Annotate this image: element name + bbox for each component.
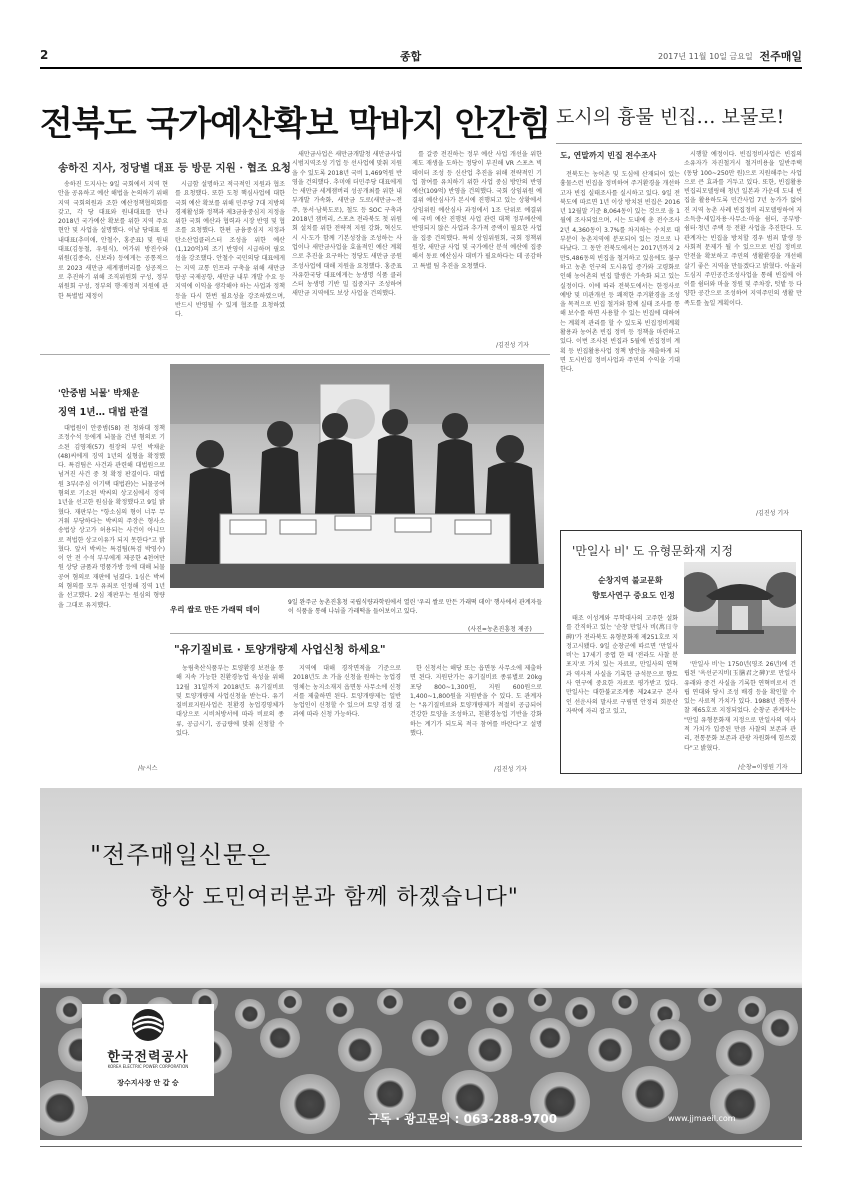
issue-date: 2017년 11월 10일 금요일 bbox=[658, 52, 753, 61]
monument-byline: /순창=이영원 기자 bbox=[738, 764, 788, 771]
ad-slogan-2: 항상 도민여러분과 함께 하겠습니다" bbox=[150, 885, 519, 910]
kepco-logo-icon bbox=[128, 1008, 168, 1042]
main-subheadline: 송하진 지사, 정당별 대표 등 방문 지원 · 협조 요청 bbox=[58, 162, 291, 174]
photo-caption-credit: (사진=농촌진흥청 제공) bbox=[468, 626, 532, 633]
right-col-2: 시행할 예정이다. 빈집정비사업은 빈집의 소유자가 자진철거시 철거비용을 일반주택(동당 100~250만 원)으로 지원해주는 사업으로 큰 효과를 거두고 있다. 또한, 빈집활용 빈집리모델링해 청년 일본과 가운데 도내 빈집을 활용하도록 민간사업 7년 농가가 없어진 지역 농촌 사례 빈집정비 리모델링하여 저소득층·세입자용·사무소·마을 쉼터, 공부방·쉼터·청년 주택 등 전환 사업을 추진한다. 도 관계자는 빈집을 방치할 경우 범죄 발생 등 사회적 문제가 될 수 있으므로 빈집 정비로 안전을 확보하고 주민의 생활환경을 개선해 살기 좋은 지역을 만들겠다고 밝혔다. 아울러 도심지 주민공간조성사업을 통해 빈집에 아이를 쉼터와 마을 정원 및 주차장, 텃밭 등 다양한 공간으로 조성하여 지역주민의 생활 만족도를 높일 계획이다. bbox=[684, 151, 802, 307]
left-byline: /뉴시스 bbox=[138, 765, 158, 772]
organic-col-3: 한 신청서는 해당 또는 읍면동 사무소에 제출하면 된다. 지원단가는 유기질비료 종류별로 20kg 포당 800~1,300원, 지원 600원으로 1,400~1,800원을 지원받을 수 있다. 도 관계자는 "유기질비료와 토양개량제가 적절히 공급되어 건강한 토양을 조성하고, 친환경농업 기반을 강화하는 계기가 되도록 적극 참여를 바란다"고 설명했다. bbox=[410, 665, 542, 738]
kepco-logo-box bbox=[82, 1004, 214, 1096]
kepco-name: 한국전력공사 bbox=[107, 1050, 189, 1065]
main-col-2: 시급함 설명하고 적극적인 지원과 협조를 요청했다. 또한 도청 핵심사업에 대한 국회 예산 확보를 위해 민주당 7대 지방의 경제활성화 정책과 제3금융중심지 지정을 위한 국회 예산과 협력과 시장 반영 및 협조를 요청했다. 한편 금융중심지 지정과 탄소산업클러스터 조성을 위한 예산(1,120억)의 조기 반영이 시급하며 필요성을 강조했다. 안철수 국민의당 대표에게는 지역 교통 인프라 구축을 위해 새만금 항공 국제공항, 새만금 내부 개발 수요 등 지역에 이익을 생각해야 하는 사업과 정책 등을 다시 한번 필요성을 강조하였으며, 반드시 반영될 수 있게 협조를 요청하였다. bbox=[175, 181, 285, 319]
photo-illustration bbox=[170, 364, 544, 588]
right-headline: 도시의 흉물 빈집… 보물로! bbox=[556, 106, 785, 128]
monument-sub-1: 순창지역 불교문화 bbox=[598, 576, 663, 585]
organic-col-1: 농림축산식품부는 토양환경 보전을 통해 지속 가능한 친환경농업 육성을 위해 12월 31일까지 2018년도 유기질비료 및 토양개량제 사업신청을 받는다. 유기질비료지원사업은 친환경 농업경영체가 대상으로 시비처방서에 따라 비료의 종류, 공급시기, 공급량에 맞춰 신청할 수 있다. bbox=[176, 665, 284, 738]
right-subheadline: 도, 연말까지 빈집 전수조사 bbox=[560, 151, 657, 160]
left-tag: '안중범 뇌물' 박채운 bbox=[58, 389, 140, 399]
monument-sub-2: 향토사연구 중요도 인정 bbox=[592, 591, 675, 600]
photo-caption-body: 9일 완주군 농촌진흥청 국립식량과학원에서 열린 '우리 쌀로 만든 가래떡 데이' 행사에서 관계자들이 식품을 통해 나눠줄 가래떡을 들어보이고 있다. bbox=[288, 599, 543, 615]
divider-organic bbox=[170, 633, 544, 634]
monument-headline: '만일사 비' 도 유형문화재 지정 bbox=[572, 544, 733, 558]
main-col-4: 를 갈증 전진하는 정부 예산 사업 개선을 위한 제도 재생을 도하는 정당이 부진해 VR 스포츠 빅데이터 조성 등 신산업 추진을 위해 전략적인 기업 참여를 유치하기 위한 사업 중심 방안의 반영 예산(109억) 반영을 건의했다. 국회 상임위원 예결위 예산심사가 본시에 진행되고 있는 상황에서 상임위원 예산심사 과정에서 1조 단위로 예결위에 국비 예산 진행된 사업 관련 대책 정부예산에 반영되지 않은 사업과 추가적 증액이 필요한 사업을 집중 건의했다. 특히 상임위원회, 국회 정책위원장, 새만금 사업 및 국가예산 분석 예산에 집중해서 동료 예산심사 대비가 필요하다는 데 공감하고 특별 팀 추진을 요청했다. bbox=[412, 151, 542, 270]
page-number: 2 bbox=[40, 48, 49, 62]
kepco-manager: 장수지사장 안 갑 승 bbox=[117, 1079, 179, 1087]
photo-caption-title: 우리 쌀로 만든 가래떡 데이 bbox=[170, 605, 261, 614]
organic-headline: "유기질비료 · 토양개량제 사업신청 하세요" bbox=[174, 643, 386, 656]
main-col-1: 송하진 도지사는 9일 국회에서 지역 현안을 공유하고 예산 해법을 논의하기 위해 지역 국회의원과 조한 예산정책협의회를 갖고, 각 당 대표와 원내대표를 만나 2018년 국가예산 확보를 위한 지역 주요현안 및 사업을 설명했다. 이날 당대표 원내대표(추미애, 안철수, 홍준표) 및 원내대표(김동철, 우원식), 여가위 방진수와 위원(김종숙, 신보라) 등에게는 공통적으로 2023 새만금 세계잼버리를 성공적으로 추진하기 위해 조직위원회 구성, 정부위원회 구성, 정부의 행·재정적 지원에 관한 특별법 제정이 bbox=[58, 181, 168, 300]
right-subhead-rule bbox=[556, 143, 802, 144]
pavilion-illustration bbox=[684, 562, 796, 654]
monument-col-2: '만일사 비'는 1750년(영조 26년)에 건립된 '옥선군지비(玉膳君之碑)'로 만일사 유래와 중건 사실을 기록한 연혁비로서 건립 연대와 당시 조성 배경 등을 확인할 수 있는 사료적 가치가 있다. 1988년 전통사찰 제65호로 지정되었다. 순창군 관계자는 "만일 유형문화재 지정으로 만일사의 역사적 가치가 입증된 만큼 사찰의 보존과 관리, 전통문화 보존과 관광 자원화에 힘쓰겠다"고 밝혔다. bbox=[684, 661, 796, 752]
divider-main bbox=[40, 354, 550, 355]
organic-byline: /김진성 기자 bbox=[494, 766, 527, 773]
page-header bbox=[40, 48, 802, 64]
right-byline: /김진성 기자 bbox=[756, 510, 789, 517]
organic-col-2: 지역에 대해 경작면적을 기준으로 2018년도 초 가을 신청을 원하는 농업경영체는 농지소재지 읍면동 사무소에 신청서를 제출하면 된다. 토양개량제는 일반 농업인이 신청할 수 있으며 토양 검정 결과에 따라 신청 가능하다. bbox=[293, 665, 401, 719]
left-headline: 징역 1년… 대법 판결 bbox=[58, 407, 149, 418]
main-byline: /김진성 기자 bbox=[496, 342, 529, 349]
ad-slogan-1: "전주매일신문은 bbox=[90, 841, 272, 869]
kepco-name-en: KOREA ELECTRIC POWER CORPORATION bbox=[107, 1064, 189, 1069]
bottom-rule bbox=[40, 1146, 802, 1147]
right-col-1: 전북도는 농어촌 및 도심에 산재되어 있는 흉물스런 빈집을 정비하여 주거환경을 개선하고자 빈집 실태조사를 실시하고 있다. 9일 전북도에 따르면 1년 이상 방치된 빈집은 2016년 12월말 기준 8,064동이 있는 것으로 올 1월에 조사되었으며, 시는 도내에 총 전수조사 2년 4,360동이 3.7%를 차지하는 수치로 대부분이 농촌지역에 분포되어 있는 것으로 나타났다. 그 동안 전북도에서는 2017년까지 2만5,486동의 빈집을 철거하고 있음에도 불구하고 농촌 인구의 도시유입 증가와 고령화로 인해 농어촌의 빈집 발생은 가속화 되고 있는 실정이다. 이에 따라 전북도에서는 한정사로 예방 및 미관개선 등 쾌적한 주거환경을 조성을 목적으로 빈집 철거와 함께 실태 조사를 통해 보수를 하면 사용할 수 있는 빈집에 대하여는 계획적 관리를 할 수 있도록 빈집정비계획 활용과 농어촌 빈집 정비 등 정책을 마련하고 있다. 이번 조사된 빈집과 5월에 빈집정비 계획 등 빈집활용사업 정책 방안을 제출하게 되면 도시빈집 정비사업과 주민의 수익을 기대한다. bbox=[560, 171, 680, 374]
news-photo bbox=[170, 364, 544, 588]
ad-contact: 구독 · 광고문의 : 063-288-9700 bbox=[368, 1112, 558, 1126]
ad-website[interactable]: www.jjmaeil.com bbox=[668, 1114, 736, 1123]
monument-col-1: 태조 이성계와 무학대사의 고주한 설화를 간직하고 있는 '순창 만일사 비(萬日寺 碑)'가 전라북도 유형문화재 제251호로 지정고시됐다. 9일 순창군에 따르면 '만일사 비'는 17세기 중엽 한 때 '전라도 사찰 분포지'로 가치 있는 자료로, 만일사의 연혁과 역사적 사실을 기록한 금석문으로 향토사 연구에 중요한 자료로 평가받고 있다. 만일사는 대한불교조계종 제24교구 본사인 선운사의 말사로 구림면 안정리 회문산 자락에 자리 잡고 있고, bbox=[566, 615, 678, 715]
left-body: 대법원이 안중범(58) 전 청와대 정책조정수석 등에게 뇌물을 건넨 혐의로 기소된 김영재(57) 원장의 부인 박채윤(48)씨에게 징역 1년의 실형을 확정했다. 특검팀은 사건과 관련해 대법원으로 넘겨진 사건 중 첫 확정 판결이다. 대법원 3부(주심 이기택 대법관)는 뇌물공여 혐의로 기소된 박씨의 상고심에서 징역 1년을 선고한 원심을 확정했다고 9일 밝혔다. 재판부는 "항소심의 형이 너무 무거워 부당하다는 박씨의 주장은 형사소송법상 상고가 허용되는 사건이 아니므로 적법한 상고이유가 되지 못한다"고 밝혔다. 앞서 박씨는 특검팀(특검 박영수)이 안 전 수석 부부에게 제공한 4천여만원 상당 금품과 명품가방 등에 대해 뇌물공여 혐의로 재판에 넘겼다. 1심은 박씨의 혐의를 모두 유죄로 인정해 징역 1년을 선고했다. 2심 재판부는 원심의 형량을 그대로 유지했다. bbox=[58, 425, 165, 609]
main-headline: 전북도 국가예산확보 막바지 안간힘 bbox=[40, 104, 551, 144]
header-rule bbox=[40, 67, 802, 69]
paper-name: 전주매일 bbox=[759, 50, 802, 63]
main-col-3: 새만금사업은 새만금개발청 새만금사업 시범지역조성 기업 등 선사업에 맞춰 지원을 수 있도록 2018년 국비 1,469억원 반영을 건의했다. 추미애 더민주당 대표에게는 새만금 세계잼버리 성공개최를 위한 내부개발 가속화, 새만금 도로(새만금~전주, 동서·남북도로), 철도 등 SOC 구축과 2018년 잼버리, 스포츠 전라북도 첫 위원회 설치를 위한 전략적 지원 강화, 혁신도시 시·도가 함께 기본성장을 조성하는 사업이나 새만금사업을 효율적인 예산 계획으로 추진을 요구하는 정당도 새만금 공원 조성사업에 대해 지원을 요청했다. 홍준표 자유한국당 대표에게는 농생명 식품 클러스터 농생명 기반 밀 집중지구 조성하여 새만금 지역에도 보상 사업을 건의했다. bbox=[292, 151, 402, 298]
section-name: 종합 bbox=[400, 50, 422, 63]
monument-photo bbox=[684, 562, 796, 654]
